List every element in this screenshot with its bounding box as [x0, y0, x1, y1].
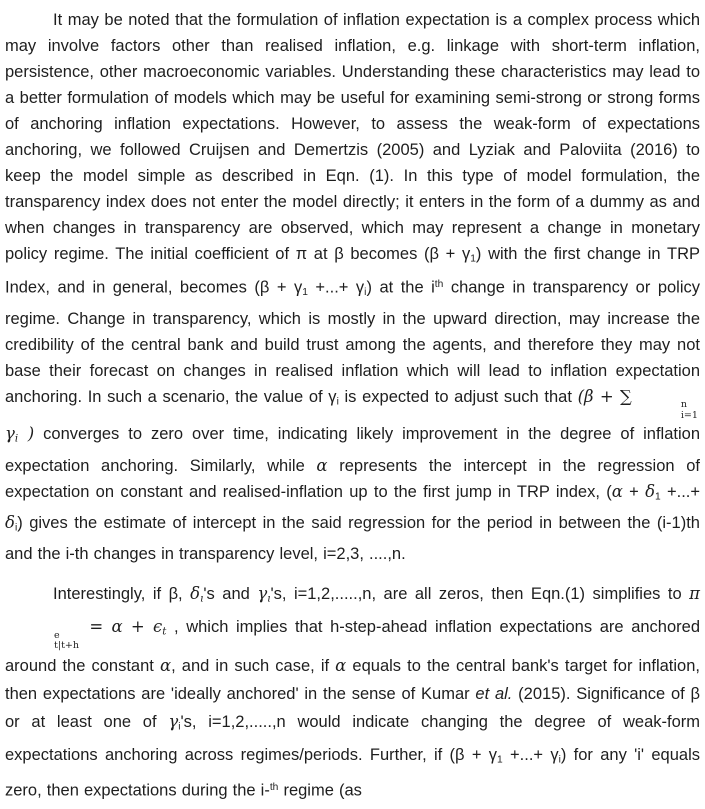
text-run: (2015). Significance of β or at least one of — [5, 684, 700, 731]
text-run: 's and — [203, 585, 258, 604]
math-script-stack: n i=1 — [680, 399, 698, 421]
text-run: ) — [18, 424, 35, 444]
text-run: γ — [5, 424, 15, 444]
text-run: +...+ — [660, 482, 700, 501]
text-run: i — [364, 287, 367, 299]
text-run: α — [611, 481, 623, 501]
text-run: (β + ∑ — [577, 387, 632, 407]
text-run: It may be noted that the formulation of inflation expectation is a complex process which may involve factors other than realised inflation, e.g. linkage with short-term inflation, persistence, other macroeconomic variables. Understanding these characteristics may lead to a better formulation of models which may be useful for examining semi-strong or strong forms of anchoring inflation expectations. However, to assess the weak-form of expectations anchoring, we followed Cruijsen and Demertzis (2005) and Lyziak and Paloviita (2016) to keep the model simple as described in Eqn. (1). In this type of model formulation, the transparency index does not enter the model directly; it enters in the form of a dummy as and when changes in transparency are observed, which may represent a change in monetary policy regime. The initial coefficient of π at β becomes (β + γ — [5, 11, 700, 263]
text-run: t — [162, 626, 167, 638]
text-run: change in transparency or policy regime. Change in transparency, which is mostly in the upward direction, may increase the credibility of the central bank and build trust among the agents, and therefore they may not base their forecast on changes in realised inflation which will lead to inflation expectation anchoring. In such a scenario, the value of γ — [5, 278, 700, 407]
text-run: ı — [200, 593, 204, 605]
text-run: ı — [267, 593, 271, 605]
text-run: regime (as — [278, 781, 362, 800]
text-run: 's, i=1,2,.....,n, are all zeros, then Eqn.(1) simplifies to — [270, 585, 690, 604]
text-run: et al. — [475, 684, 513, 703]
text-run: i — [14, 522, 18, 534]
text-run: γ — [257, 584, 268, 604]
text-run: 1 — [470, 253, 476, 265]
text-run: δ — [5, 512, 15, 532]
text-run: is expected to adjust such that — [338, 388, 578, 407]
text-run: , which implies that h-step-ahead inflation expectations are anchored around the constant — [5, 618, 701, 675]
paragraph-anchoring-interpretation — [5, 580, 700, 805]
text-run: ) gives the estimate of intercept in the said regression for the period in between the (i-1)th and the i-th changes in transparency level, i=2,3, ....,n. — [5, 513, 700, 564]
text-run: π — [689, 584, 701, 604]
text-run: α — [159, 655, 172, 675]
text-run: δ — [190, 584, 201, 604]
text-run: 1 — [497, 754, 503, 766]
text-run: i — [178, 720, 181, 732]
paragraph-model-formulation — [5, 7, 700, 567]
text-run: represents the intercept in the regression of expectation on constant and realised-inflation up to the first jump in TRP index, ( — [5, 456, 701, 501]
text-run: i — [14, 433, 19, 445]
text-run: +...+ γ — [307, 278, 365, 297]
text-run: 's, i=1,2,.....,n would indicate changing the degree of weak-form expectations anchoring across regimes/periods. Further, if (β + γ — [5, 712, 701, 764]
text-run: th — [269, 782, 279, 794]
text-run: i — [558, 754, 561, 766]
text-run: α — [335, 655, 347, 675]
text-run: , and in such case, if — [171, 656, 336, 675]
text-run: th — [434, 279, 444, 291]
text-run: 1 — [655, 490, 661, 502]
text-run: = α + ϵ — [81, 617, 163, 637]
text-run: converges to zero over time, indicating likely improvement in the degree of inflation expectation anchoring. Similarly, while — [5, 425, 700, 475]
text-run: Interestingly, if β, — [53, 585, 191, 604]
text-run: ) for any 'i' equals zero, then expectations during the i- — [5, 745, 700, 800]
math-script-stack: e t|t+h — [54, 629, 80, 652]
text-run: +...+ γ — [502, 745, 559, 764]
text-run: ) at the i — [366, 278, 435, 297]
text-run: γ — [168, 711, 179, 731]
text-run: i — [336, 396, 339, 408]
text-run: δ — [645, 481, 655, 501]
text-run: ) with the first change in TRP Index, and in general, becomes (β + γ — [5, 245, 700, 297]
text-run: 1 — [302, 287, 308, 299]
text-run: equals to the central bank's target for inflation, then expectations are 'ideally anchored' in the sense of Kumar — [5, 656, 700, 703]
text-run: α — [316, 455, 328, 475]
text-run: + — [622, 482, 646, 501]
